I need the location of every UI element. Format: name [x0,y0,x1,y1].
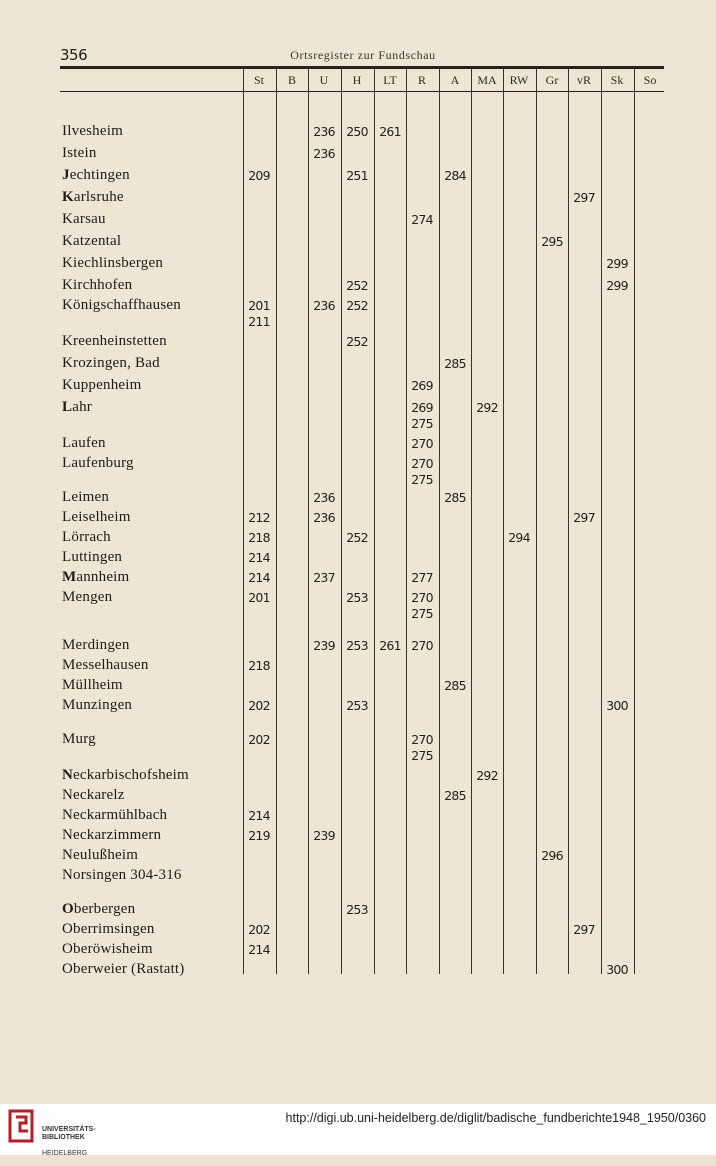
place-name: Karlsruhe [62,189,124,205]
page-reference-gr: 296 [541,848,563,863]
place-name: Oberöwisheim [62,941,153,957]
place-name: Laufen [62,435,106,451]
page-reference-h: 253 [346,590,368,605]
page-reference-a: 285 [444,788,466,803]
page-reference-lt: 261 [379,638,401,653]
place-name: Messelhausen [62,657,149,673]
page-reference-st: 202 [248,922,270,937]
page-reference-ma: 292 [476,768,498,783]
page-reference-r: 270 275 [411,732,433,763]
place-name: Leiselheim [62,509,131,525]
column-header: St [253,73,264,87]
page-reference-r: 269 275 [411,400,433,431]
page-reference-rw: 294 [508,530,530,545]
place-name: Oberrimsingen [62,921,155,937]
page-reference-r: 277 [411,570,433,585]
initial-letter: L [62,399,73,415]
column-rule [634,69,635,974]
initial-letter: J [62,167,70,183]
running-title: Ortsregister zur Fundschau [290,48,436,62]
page-reference-st: 201 211 [248,298,270,329]
page-reference-st: 209 [248,168,270,183]
page-reference-h: 253 [346,638,368,653]
place-name: Kirchhofen [62,277,133,293]
place-name: Neulußheim [62,847,139,863]
column-header: vR [576,73,591,87]
place-name: Leimen [62,489,110,505]
page-reference-lt: 261 [379,124,401,139]
page-reference-r: 270 [411,436,433,451]
page-reference-u: 236 [313,510,335,525]
place-name: Müllheim [62,677,123,693]
page-reference-gr: 295 [541,234,563,249]
place-name: Lörrach [62,529,111,545]
column-header: RW [509,73,529,87]
page-reference-sk: 299 [606,278,628,293]
page-reference-h: 252 [346,298,368,313]
place-name: Jechtingen [62,167,130,183]
column-rule [601,69,602,974]
page-reference-vr: 297 [573,510,595,525]
place-name: Neckarelz [62,787,125,803]
page-reference-st: 212 [248,510,270,525]
page-reference-a: 285 [444,490,466,505]
page-reference-st: 218 [248,530,270,545]
column-header: R [417,73,426,87]
page-reference-h: 253 [346,902,368,917]
page-number: 356 [60,46,88,64]
column-rule [406,69,407,974]
column-header: LT [383,73,397,87]
column-header: So [643,73,657,87]
page-reference-h: 251 [346,168,368,183]
place-name: Norsingen 304-316 [62,867,182,883]
place-name: Laufenburg [62,455,134,471]
page-reference-h: 253 [346,698,368,713]
place-name: Königschaffhausen [62,297,181,313]
page-reference-st: 219 [248,828,270,843]
column-header: B [287,73,296,87]
place-name: Neckarzimmern [62,827,162,843]
page-reference-h: 252 [346,530,368,545]
initial-letter: M [62,569,77,585]
place-name: Oberbergen [62,901,136,917]
page-reference-a: 285 [444,356,466,371]
place-name: Ilvesheim [62,123,123,139]
place-name: Kuppenheim [62,377,142,393]
column-header: H [352,73,362,87]
column-rule [536,69,537,974]
column-header: MA [477,73,497,87]
page-reference-st: 214 [248,808,270,823]
place-name: Karsau [62,211,106,227]
page-reference-ma: 292 [476,400,498,415]
library-name [42,1118,96,1166]
page-reference-u: 236 [313,146,335,161]
page-reference-r: 274 [411,212,433,227]
page-reference-u: 236 [313,124,335,139]
page-reference-h: 252 [346,278,368,293]
page-reference-vr: 297 [573,190,595,205]
place-name: Merdingen [62,637,130,653]
page-reference-st: 202 [248,732,270,747]
place-name: Murg [62,731,96,747]
top-rule [60,66,664,69]
place-name: Katzental [62,233,122,249]
page-reference-r: 270 275 [411,590,433,621]
place-name: Istein [62,145,97,161]
initial-letter: K [62,189,74,205]
place-name: Oberweier (Rastatt) [62,961,185,977]
place-name: Krozingen, Bad [62,355,160,371]
initial-letter: O [62,901,74,917]
column-header: U [319,73,329,87]
page-reference-u: 239 [313,828,335,843]
page-reference-u: 239 [313,638,335,653]
column-header: A [450,73,460,87]
column-rule [503,69,504,974]
library-name-text: UNIVERSITÄTS- BIBLIOTHEK [42,1126,96,1141]
university-logo-icon [8,1109,36,1145]
column-header: Gr [545,73,559,87]
column-rule [276,69,277,974]
page-reference-st: 214 [248,550,270,565]
page-reference-st: 218 [248,658,270,673]
page-reference-sk: 299 [606,256,628,271]
place-name: Neckarbischofsheim [62,767,189,783]
page-reference-st: 201 [248,590,270,605]
place-name: Mengen [62,589,113,605]
column-rule [439,69,440,974]
page-reference-a: 285 [444,678,466,693]
source-url[interactable]: http://digi.ub.uni-heidelberg.de/diglit/badische_fundberichte1948_1950/0360 [285,1111,706,1125]
place-name: Mannheim [62,569,130,585]
page-reference-vr: 297 [573,922,595,937]
place-name: Lahr [62,399,92,415]
page-reference-sk: 300 [606,698,628,713]
page-reference-u: 236 [313,490,335,505]
column-header: Sk [610,73,624,87]
header-rule [60,91,664,92]
place-name: Kiechlinsbergen [62,255,164,271]
page-reference-st: 214 [248,942,270,957]
page-reference-r: 270 275 [411,456,433,487]
initial-letter: N [62,767,74,783]
place-name: Neckarmühlbach [62,807,168,823]
place-name: Luttingen [62,549,123,565]
page-reference-h: 252 [346,334,368,349]
page-reference-r: 270 [411,638,433,653]
page-reference-st: 214 [248,570,270,585]
page-reference-h: 250 [346,124,368,139]
column-rule [341,69,342,974]
page-reference-u: 237 [313,570,335,585]
page-reference-sk: 300 [606,962,628,977]
page-reference-r: 269 [411,378,433,393]
column-rule [471,69,472,974]
page-reference-st: 202 [248,698,270,713]
place-name: Kreenheinstetten [62,333,167,349]
page-reference-a: 284 [444,168,466,183]
library-city: HEIDELBERG [42,1150,88,1157]
place-name: Munzingen [62,697,133,713]
column-rule [374,69,375,974]
page-reference-u: 236 [313,298,335,313]
